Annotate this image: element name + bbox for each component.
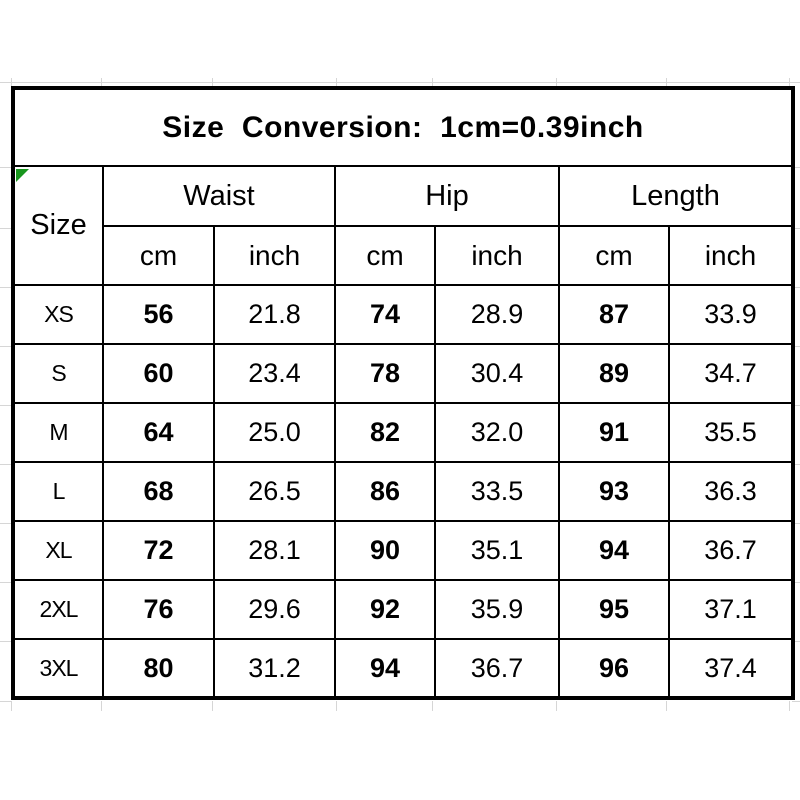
spreadsheet-gridline <box>0 228 11 229</box>
spreadsheet-gridline <box>212 78 213 86</box>
spreadsheet-gridline <box>432 701 433 711</box>
header-length-cm: cm <box>559 226 669 285</box>
header-size: Size <box>13 166 103 285</box>
cell-length-cm: 94 <box>559 521 669 580</box>
cell-hip-cm: 86 <box>335 462 435 521</box>
size-conversion-table <box>11 86 795 700</box>
cell-size: 2XL <box>13 580 103 639</box>
cell-hip-inch: 33.5 <box>435 462 559 521</box>
cell-length-inch: 36.7 <box>669 521 793 580</box>
cell-size: M <box>13 403 103 462</box>
cell-waist-cm: 80 <box>103 639 214 698</box>
cell-hip-cm: 82 <box>335 403 435 462</box>
cell-hip-cm: 90 <box>335 521 435 580</box>
cell-hip-cm: 92 <box>335 580 435 639</box>
cell-length-inch: 35.5 <box>669 403 793 462</box>
cell-hip-cm: 74 <box>335 285 435 344</box>
cell-waist-cm: 64 <box>103 403 214 462</box>
size-row-2xl <box>13 580 793 639</box>
spreadsheet-gridline <box>212 701 213 711</box>
header-hip-cm: cm <box>335 226 435 285</box>
cell-waist-inch: 25.0 <box>214 403 335 462</box>
cell-hip-inch: 36.7 <box>435 639 559 698</box>
spreadsheet-gridline <box>0 405 11 406</box>
header-length-inch: inch <box>669 226 793 285</box>
cell-length-inch: 37.1 <box>669 580 793 639</box>
cell-length-cm: 91 <box>559 403 669 462</box>
cell-waist-cm: 72 <box>103 521 214 580</box>
cell-waist-cm: 56 <box>103 285 214 344</box>
spreadsheet-gridline <box>792 701 800 702</box>
cell-hip-cm: 94 <box>335 639 435 698</box>
spreadsheet-gridline <box>101 701 102 711</box>
spreadsheet-gridline <box>11 78 12 86</box>
spreadsheet-gridline <box>101 78 102 86</box>
spreadsheet-gridline <box>0 82 800 83</box>
spreadsheet-gridline <box>0 701 11 702</box>
spreadsheet-gridline <box>0 346 11 347</box>
size-row-xs <box>13 285 793 344</box>
size-row-3xl <box>13 639 793 698</box>
cell-size: XL <box>13 521 103 580</box>
cell-waist-inch: 28.1 <box>214 521 335 580</box>
cell-waist-inch: 21.8 <box>214 285 335 344</box>
spreadsheet-gridline <box>789 701 790 711</box>
cell-hip-inch: 35.1 <box>435 521 559 580</box>
cell-length-cm: 87 <box>559 285 669 344</box>
spreadsheet-gridline <box>556 78 557 86</box>
cell-waist-cm: 68 <box>103 462 214 521</box>
size-row-xl <box>13 521 793 580</box>
cell-size: L <box>13 462 103 521</box>
cell-size: S <box>13 344 103 403</box>
cell-size: 3XL <box>13 639 103 698</box>
spreadsheet-gridline <box>336 701 337 711</box>
spreadsheet-gridline <box>0 523 11 524</box>
spreadsheet-gridline <box>432 78 433 86</box>
cell-waist-inch: 23.4 <box>214 344 335 403</box>
cell-length-inch: 34.7 <box>669 344 793 403</box>
cell-length-inch: 33.9 <box>669 285 793 344</box>
cell-length-inch: 37.4 <box>669 639 793 698</box>
spreadsheet-gridline <box>556 701 557 711</box>
spreadsheet-gridline <box>0 582 11 583</box>
spreadsheet-gridline <box>0 287 11 288</box>
cell-hip-inch: 32.0 <box>435 403 559 462</box>
spreadsheet-gridline <box>0 167 11 168</box>
header-waist-inch: inch <box>214 226 335 285</box>
cell-hip-cm: 78 <box>335 344 435 403</box>
spreadsheet-gridline <box>336 78 337 86</box>
spreadsheet-gridline <box>666 78 667 86</box>
cell-waist-inch: 29.6 <box>214 580 335 639</box>
header-waist: Waist <box>103 166 335 226</box>
cell-waist-inch: 26.5 <box>214 462 335 521</box>
header-waist-cm: cm <box>103 226 214 285</box>
cell-waist-cm: 60 <box>103 344 214 403</box>
spreadsheet-gridline <box>0 464 11 465</box>
cell-length-cm: 96 <box>559 639 669 698</box>
spreadsheet-gridline <box>11 701 12 711</box>
size-row-m <box>13 403 793 462</box>
cell-length-cm: 95 <box>559 580 669 639</box>
spreadsheet-gridline <box>0 641 11 642</box>
size-row-l <box>13 462 793 521</box>
size-row-s <box>13 344 793 403</box>
cell-length-cm: 89 <box>559 344 669 403</box>
cell-length-inch: 36.3 <box>669 462 793 521</box>
cell-length-cm: 93 <box>559 462 669 521</box>
header-hip-inch: inch <box>435 226 559 285</box>
spreadsheet-gridline <box>666 701 667 711</box>
cell-hip-inch: 28.9 <box>435 285 559 344</box>
spreadsheet-error-triangle-icon <box>16 169 29 182</box>
cell-size: XS <box>13 285 103 344</box>
cell-waist-cm: 76 <box>103 580 214 639</box>
cell-hip-inch: 30.4 <box>435 344 559 403</box>
header-hip: Hip <box>335 166 559 226</box>
table-title: Size Conversion: 1cm=0.39inch <box>13 88 793 166</box>
header-length: Length <box>559 166 793 226</box>
cell-waist-inch: 31.2 <box>214 639 335 698</box>
spreadsheet-gridline <box>789 78 790 86</box>
cell-hip-inch: 35.9 <box>435 580 559 639</box>
